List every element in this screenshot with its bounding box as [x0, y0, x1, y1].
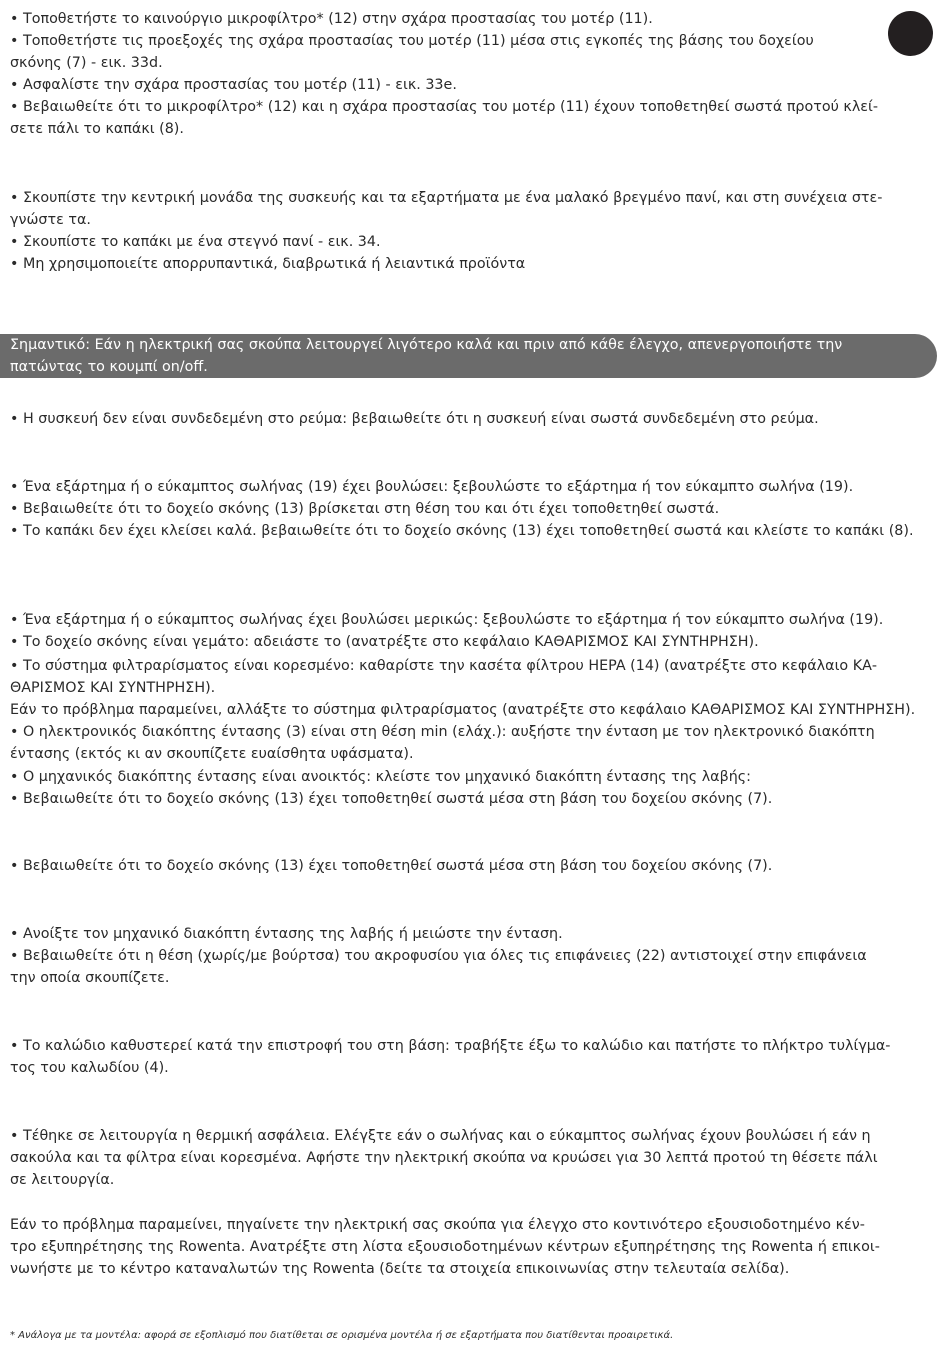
text-line: • Ένα εξάρτημα ή ο εύκαμπτος σωλήνας έχει βουλώσει μερικώς: ξεβουλώστε το εξάρτημα ή τον εύκαμπτο σωλήνα (19).: [10, 612, 884, 628]
text-line: γνώστε τα.: [10, 212, 91, 228]
footnote: * Ανάλογα με τα μοντέλα: αφορά σε εξοπλισμό που διατίθεται σε ορισμένα μοντέλα ή σε εξαρτήματα που διατίθενται προαιρετικά.: [10, 1330, 674, 1341]
text-line: νωνήστε με το κέντρο καταναλωτών της Rowenta (δείτε τα στοιχεία επικοινωνίας στην τελευταία σελίδα).: [10, 1261, 790, 1277]
banner-line: πατώντας το κουμπί on/off.: [10, 359, 208, 375]
text-line: • Τοποθετήστε τις προεξοχές της σχάρα προστασίας του μοτέρ (11) μέσα στις εγκοπές της βάσης του δοχείου: [10, 33, 814, 49]
text-line: • Βεβαιωθείτε ότι η θέση (χωρίς/με βούρτσα) του ακροφυσίου για όλες τις επιφάνειες (22) αντιστοιχεί στην επιφάνεια: [10, 948, 867, 964]
text-line: ΘΑΡΙΣΜΟΣ ΚΑΙ ΣΥΝΤΗΡΗΣΗ).: [10, 680, 216, 696]
text-line: σακούλα και τα φίλτρα είναι κορεσμένα. Αφήστε την ηλεκτρική σκούπα να κρυώσει για 30 λεπτά προτού τη θέσετε πάλι: [10, 1150, 878, 1166]
text-line: • Η συσκευή δεν είναι συνδεδεμένη στο ρεύμα: βεβαιωθείτε ότι η συσκευή είναι σωστά συνδεδεμένη στο ρεύμα.: [10, 411, 819, 427]
text-line: Εάν το πρόβλημα παραμείνει, πηγαίνετε την ηλεκτρική σας σκούπα για έλεγχο στο κοντινότερο εξουσιοδοτημένο κέν-: [10, 1217, 865, 1233]
text-line: • Βεβαιωθείτε ότι το δοχείο σκόνης (13) έχει τοποθετηθεί σωστά μέσα στη βάση του δοχείου σκόνης (7).: [10, 858, 773, 874]
text-line: • Βεβαιωθείτε ότι το δοχείο σκόνης (13) βρίσκεται στη θέση του και ότι έχει τοποθετηθεί σωστά.: [10, 501, 720, 517]
text-line: • Το δοχείο σκόνης είναι γεμάτο: αδειάστε το (ανατρέξτε στο κεφάλαιο ΚΑΘΑΡΙΣΜΟΣ ΚΑΙ ΣΥΝΤΗΡΗΣΗ).: [10, 634, 759, 650]
text-line: • Ανοίξτε τον μηχανικό διακόπτη έντασης της λαβής ή μειώστε την ένταση.: [10, 926, 563, 942]
text-line: έντασης (εκτός κι αν σκουπίζετε ευαίσθητα υφάσματα).: [10, 746, 414, 762]
text-line: • Βεβαιωθείτε ότι το δοχείο σκόνης (13) έχει τοποθετηθεί σωστά μέσα στη βάση του δοχείου σκόνης (7).: [10, 791, 773, 807]
text-line: τος του καλωδίου (4).: [10, 1060, 169, 1076]
text-line: • Σκουπίστε το καπάκι με ένα στεγνό πανί - εικ. 34.: [10, 234, 381, 250]
text-line: • Τοποθετήστε το καινούργιο μικροφίλτρο* (12) στην σχάρα προστασίας του μοτέρ (11).: [10, 11, 653, 27]
text-line: σετε πάλι το καπάκι (8).: [10, 121, 184, 137]
banner-line: Σημαντικό: Εάν η ηλεκτρική σας σκούπα λειτουργεί λιγότερο καλά και πριν από κάθε έλεγχο, απενεργοποιήστε την: [10, 337, 843, 353]
text-line: την οποία σκουπίζετε.: [10, 970, 170, 986]
text-line: • Ασφαλίστε την σχάρα προστασίας του μοτέρ (11) - εικ. 33e.: [10, 77, 457, 93]
text-line: • Το καλώδιο καθυστερεί κατά την επιστροφή του στη βάση: τραβήξτε έξω το καλώδιο και πατήστε το πλήκτρο τυλίγμα-: [10, 1038, 891, 1054]
text-line: • Βεβαιωθείτε ότι το μικροφίλτρο* (12) και η σχάρα προστασίας του μοτέρ (11) έχουν τοποθετηθεί σωστά προτού κλεί-: [10, 99, 879, 115]
text-line: • Το καπάκι δεν έχει κλείσει καλά. βεβαιωθείτε ότι το δοχείο σκόνης (13) έχει τοποθετηθεί σωστά και κλείστε το καπάκι (8).: [10, 523, 914, 539]
important-notice-banner: [0, 334, 937, 378]
text-line: τρο εξυπηρέτησης της Rowenta. Ανατρέξτε στη λίστα εξουσιοδοτημένων κέντρων εξυπηρέτησης της Rowenta ή επικοι-: [10, 1239, 880, 1255]
text-line: • Τέθηκε σε λειτουργία η θερμική ασφάλεια. Ελέγξτε εάν ο σωλήνας και ο εύκαμπτος σωλήνας έχουν βουλώσει ή εάν η: [10, 1128, 871, 1144]
text-line: • Ο ηλεκτρονικός διακόπτης έντασης (3) είναι στη θέση min (ελάχ.): αυξήστε την ένταση με τον ηλεκτρονικό διακόπτη: [10, 724, 875, 740]
text-line: Εάν το πρόβλημα παραμείνει, αλλάξτε το σύστημα φιλτραρίσματος (ανατρέξτε στο κεφάλαιο ΚΑΘΑΡΙΣΜΟΣ ΚΑΙ ΣΥΝΤΗΡΗΣΗ).: [10, 702, 916, 718]
text-line: • Σκουπίστε την κεντρική μονάδα της συσκευής και τα εξαρτήματα με ένα μαλακό βρεγμένο πανί, και στη συνέχεια στε-: [10, 190, 883, 206]
text-line: • Ένα εξάρτημα ή ο εύκαμπτος σωλήνας (19) έχει βουλώσει: ξεβουλώστε το εξάρτημα ή τον εύκαμπτο σωλήνα (19).: [10, 479, 854, 495]
text-line: • Το σύστημα φιλτραρίσματος είναι κορεσμένο: καθαρίστε την κασέτα φίλτρου HEPA (14) (ανατρέξτε στο κεφάλαιο ΚΑ-: [10, 658, 878, 674]
text-line: σκόνης (7) - εικ. 33d.: [10, 55, 163, 71]
text-line: σε λειτουργία.: [10, 1172, 115, 1188]
text-line: • Ο μηχανικός διακόπτης έντασης είναι ανοικτός: κλείστε τον μηχανικό διακόπτη έντασης της λαβής:: [10, 769, 751, 785]
text-line: • Μη χρησιμοποιείτε απορρυπαντικά, διαβρωτικά ή λειαντικά προϊόντα: [10, 256, 526, 272]
